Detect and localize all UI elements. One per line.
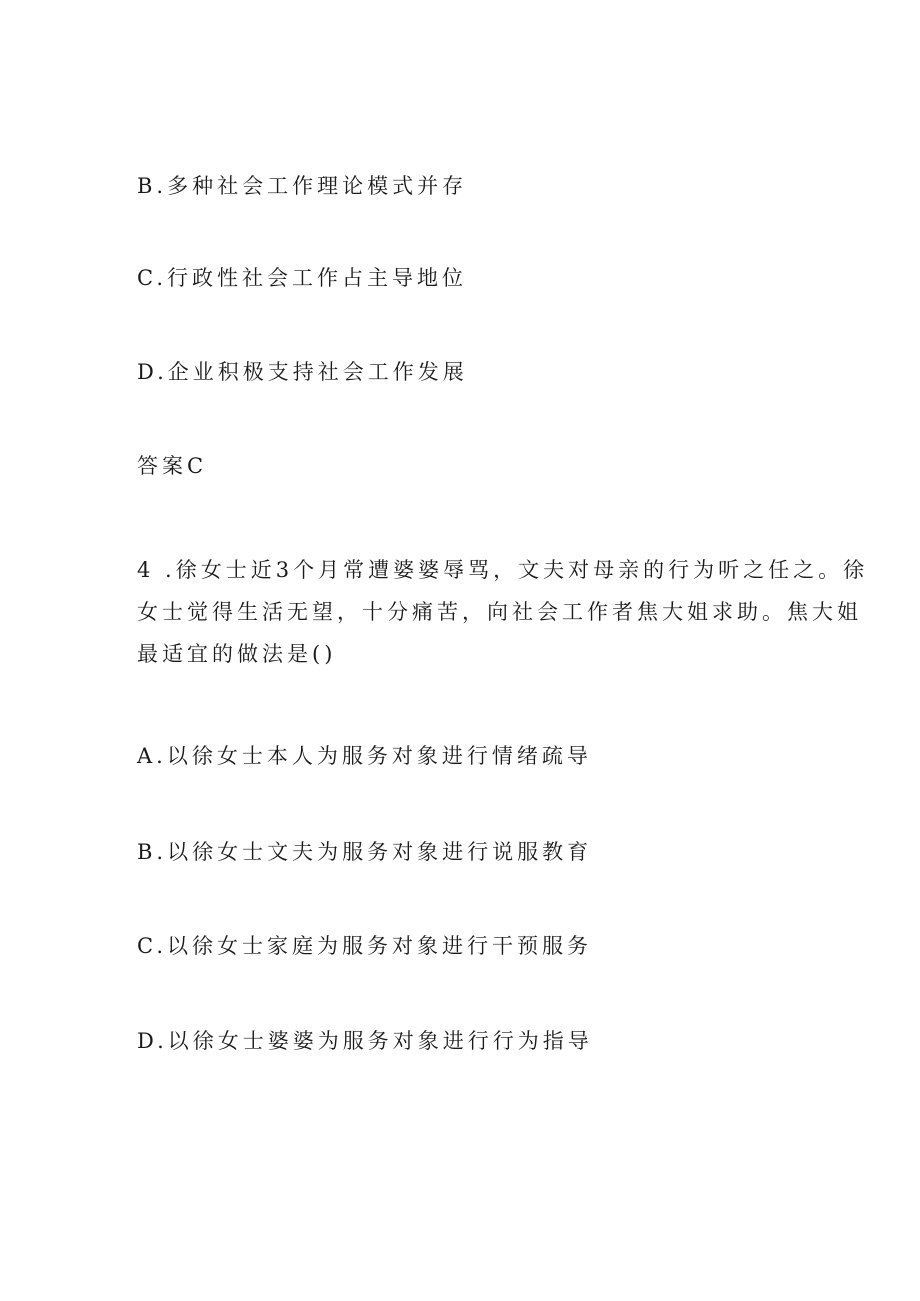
q4-stem-line: 最适宜的做法是() bbox=[137, 642, 337, 666]
q4-stem-line: 女士觉得生活无望，十分痛苦，向社会工作者焦大姐求助。焦大姐 bbox=[137, 600, 862, 624]
q4-option-b: B.以徐女士文夫为服务对象进行说服教育 bbox=[137, 840, 593, 864]
q4-option-d: D.以徐女士婆婆为服务对象进行行为指导 bbox=[137, 1029, 593, 1053]
q4-stem-line: 4 .徐女士近3个月常遭婆婆辱骂，文夫对母亲的行为听之任之。徐 bbox=[137, 558, 869, 582]
q3-option-d: D.企业积极支持社会工作发展 bbox=[137, 360, 468, 384]
q3-option-c: C.行政性社会工作占主导地位 bbox=[137, 266, 467, 290]
q3-answer: 答案C bbox=[137, 454, 208, 478]
q4-option-c: C.以徐女士家庭为服务对象进行干预服务 bbox=[137, 934, 592, 958]
q4-option-a: A.以徐女士本人为服务对象进行情绪疏导 bbox=[137, 744, 592, 768]
q4-stem bbox=[137, 549, 869, 675]
q3-option-b: B.多种社会工作理论模式并存 bbox=[137, 174, 468, 198]
